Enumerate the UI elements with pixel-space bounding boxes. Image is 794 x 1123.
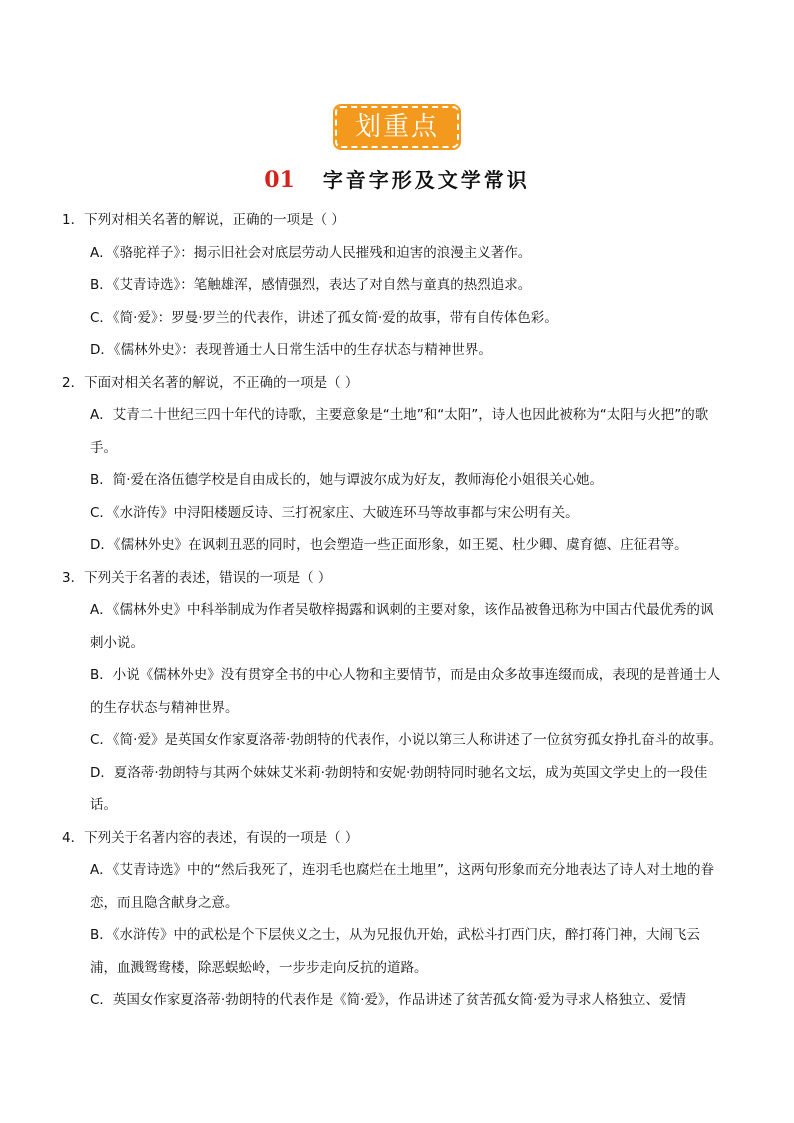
answer-option: D．《儒林外史》：表现普通士人日常生活中的生存状态与精神世界。 <box>90 342 492 358</box>
answer-option: D．《儒林外史》在讽刺丑恶的同时，也会塑造一些正面形象，如王冕、杜少卿、虞育德、庄征君等。 <box>90 537 688 553</box>
question-list <box>62 204 726 1017</box>
answer-option: B．《水浒传》中的武松是个下层侠义之士，从为兄报仇开始，武松斗打西门庆，醉打蒋门神，大闹飞云浦，血溅鸳鸯楼，除恶蜈蚣岭，一步步走向反抗的道路。 <box>90 927 701 976</box>
question-block <box>62 822 726 1017</box>
question-block <box>62 367 726 562</box>
answer-option: A．《骆驼祥子》：揭示旧社会对底层劳动人民摧残和迫害的浪漫主义著作。 <box>90 244 532 261</box>
answer-option: B．简·爱在洛伍德学校是自由成长的，她与谭波尔成为好友，教师海伦小姐很关心她。 <box>90 472 604 488</box>
answer-option: B．《艾青诗选》：笔触雄浑，感情强烈，表达了对自然与童真的热烈追求。 <box>90 277 532 293</box>
section-number: 01 <box>264 167 295 193</box>
answer-option: A．《儒林外史》中科举制成为作者吴敬梓揭露和讽刺的主要对象，该作品被鲁迅称为中国古代最优秀的讽刺小说。 <box>90 602 714 651</box>
highlight-badge: 划重点 <box>335 106 459 148</box>
answer-option: A．《艾青诗选》中的“然后我死了，连羽毛也腐烂在土地里”，这两句形象而充分地表达了诗人对土地的眷恋，而且隐含献身之意。 <box>90 862 714 911</box>
question-stem: 1．下列对相关名著的解说，正确的一项是（ ） <box>62 212 345 228</box>
answer-option: B．小说《儒林外史》没有贯穿全书的中心人物和主要情节，而是由众多故事连缀而成，表现的是普通士人的生存状态与精神世界。 <box>90 667 721 716</box>
header-badge-container <box>0 106 794 148</box>
answer-option: C．《简·爱》是英国女作家夏洛蒂·勃朗特的代表作，小说以第三人称讲述了一位贫穷孤女挣扎奋斗的故事。 <box>90 732 723 748</box>
question-block <box>62 562 726 822</box>
question-stem: 3．下列关于名著的表述，错误的一项是（ ） <box>62 569 332 586</box>
question-block <box>62 204 726 367</box>
section-heading <box>0 166 794 194</box>
question-stem: 2．下面对相关名著的解说，不正确的一项是（ ） <box>62 374 359 391</box>
answer-option: D．夏洛蒂·勃朗特与其两个妹妹艾米莉·勃朗特和安妮·勃朗特同时驰名文坛，成为英国文学史上的一段佳话。 <box>90 764 708 813</box>
question-stem: 4．下列关于名著内容的表述，有误的一项是（ ） <box>62 829 359 846</box>
answer-option: C．《水浒传》中浔阳楼题反诗、三打祝家庄、大破连环马等故事都与宋公明有关。 <box>90 504 579 521</box>
answer-option: C．《简·爱》：罗曼·罗兰的代表作，讲述了孤女简·爱的故事，带有自传体色彩。 <box>90 309 558 326</box>
answer-option: A．艾青二十世纪三四十年代的诗歌，主要意象是“土地”和“太阳”，诗人也因此被称为“太阳与火把”的歌手。 <box>90 407 709 456</box>
section-title: 字音字形及文学常识 <box>322 168 530 192</box>
answer-option: C．英国女作家夏洛蒂·勃朗特的代表作是《简·爱》，作品讲述了贫苦孤女简·爱为寻求人格独立、爱情 <box>90 992 687 1008</box>
